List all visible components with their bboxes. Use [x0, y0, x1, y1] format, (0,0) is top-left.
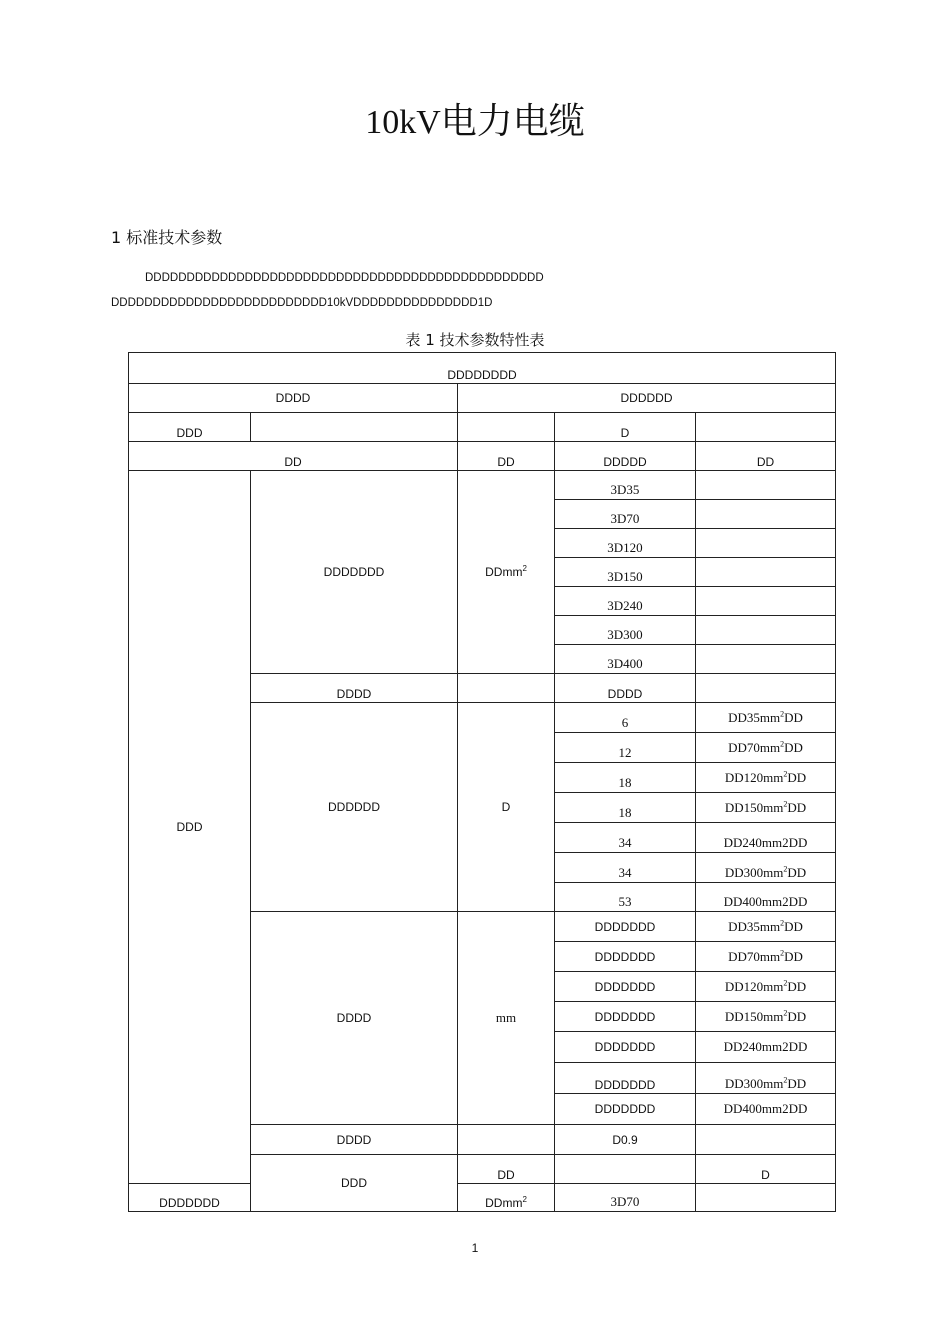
row-value: 3D70 — [555, 1184, 696, 1212]
diameter-note — [696, 1094, 836, 1125]
empty-cell — [458, 413, 555, 442]
table-row — [129, 442, 836, 471]
empty-cell — [696, 645, 836, 674]
note-text: DD400mm2DD — [723, 1101, 808, 1116]
cross-section-value: 3D150 — [555, 558, 696, 587]
strands-value: 53 — [555, 883, 696, 912]
column-header-bid: DD — [696, 442, 836, 471]
note-text: DD120mm — [724, 978, 784, 994]
diameter-note — [696, 1002, 836, 1032]
strands-note — [696, 763, 836, 793]
empty-cell — [696, 500, 836, 529]
intro-line-2: DDDDDDDDDDDDDDDDDDDDDDDDDD10kVDDDDDDDDDDDDDDD1D — [111, 297, 493, 309]
note-sup: 2 — [780, 948, 785, 958]
note-sup: 2 — [783, 769, 788, 779]
unit-text: DDmm — [485, 1196, 523, 1210]
empty-cell — [696, 471, 836, 500]
note-text: DD240mm2DD — [723, 835, 808, 850]
note-suffix: DD — [787, 978, 807, 994]
type-label: DDD — [129, 413, 251, 442]
strands-value: 18 — [555, 793, 696, 823]
strands-value: 12 — [555, 733, 696, 763]
diameter-label: DDDD — [251, 912, 458, 1125]
cross-section-value: 3D70 — [555, 500, 696, 529]
strands-value: 18 — [555, 763, 696, 793]
empty-cell — [458, 674, 555, 703]
diameter-note — [696, 942, 836, 972]
empty-cell — [696, 558, 836, 587]
diameter-note — [696, 972, 836, 1002]
note-sup: 2 — [783, 1008, 788, 1018]
spec-table — [128, 352, 836, 1212]
section-heading: 1 标准技术参数 — [111, 228, 223, 247]
note-suffix: DD — [784, 948, 803, 964]
cross-section-value: 3D300 — [555, 616, 696, 645]
cross-section-unit-text: DDmm — [485, 565, 523, 579]
block2-label: DDD — [251, 1155, 458, 1212]
strands-note — [696, 733, 836, 763]
note-suffix: DD — [784, 739, 803, 755]
diameter-value: DDDDDDD — [555, 1063, 696, 1094]
empty-cell — [696, 529, 836, 558]
row-label: DDDD — [251, 674, 458, 703]
strands-note — [696, 703, 836, 733]
strands-note — [696, 883, 836, 912]
row-label: DDDD — [251, 1125, 458, 1155]
diameter-unit: mm — [458, 912, 555, 1125]
note-suffix: DD — [787, 1008, 807, 1024]
note-text: DD400mm2DD — [723, 894, 808, 909]
diameter-value: DDDDDDD — [555, 1094, 696, 1125]
diameter-value: DDDDDDD — [555, 1002, 696, 1032]
unit-sup: 2 — [522, 1195, 527, 1204]
note-text: DD70mm — [728, 739, 781, 755]
note-suffix: DD — [787, 865, 807, 880]
empty-cell — [696, 1125, 836, 1155]
table-row — [129, 353, 836, 384]
note-sup: 2 — [783, 799, 788, 809]
row-label: DD — [458, 1155, 555, 1184]
table-caption: 表 1 技术参数特性表 — [405, 331, 545, 349]
row-label: DDDDDDD — [129, 1184, 251, 1212]
cross-section-value: 3D120 — [555, 529, 696, 558]
note-sup: 2 — [783, 1075, 788, 1085]
note-text: DD70mm — [728, 948, 781, 964]
note-text: DD240mm2DD — [723, 1039, 808, 1054]
strands-value: 34 — [555, 823, 696, 853]
block1-label: DDD — [129, 471, 251, 1184]
note-suffix: DD — [787, 799, 807, 815]
row-value: D — [696, 1155, 836, 1184]
note-sup: 2 — [780, 709, 785, 719]
cross-section-unit-sup: 2 — [522, 564, 527, 573]
row-value: D0.9 — [555, 1125, 696, 1155]
note-text: DD150mm — [724, 799, 784, 815]
table-row — [129, 384, 836, 413]
type-value: D — [555, 413, 696, 442]
column-header-item: DD — [129, 442, 458, 471]
diameter-note — [696, 1032, 836, 1063]
empty-cell — [696, 616, 836, 645]
diameter-value: DDDDDDD — [555, 942, 696, 972]
row-unit — [458, 1184, 555, 1212]
group-left-header: DDDD — [129, 384, 458, 413]
note-sup: 2 — [780, 918, 785, 928]
title-latin: 10kV — [365, 104, 441, 141]
diameter-value: DDDDDDD — [555, 912, 696, 942]
table-row — [129, 471, 836, 500]
note-suffix: DD — [787, 769, 807, 785]
note-text: DD300mm — [724, 1076, 784, 1091]
note-sup: 2 — [780, 739, 785, 749]
strands-value: 34 — [555, 853, 696, 883]
note-suffix: DD — [784, 918, 803, 934]
note-sup: 2 — [783, 978, 788, 988]
empty-cell — [251, 413, 458, 442]
diameter-value: DDDDDDD — [555, 1032, 696, 1063]
note-text: DD35mm — [728, 709, 781, 725]
strands-value: 6 — [555, 703, 696, 733]
group-right-header: DDDDDD — [458, 384, 836, 413]
note-text: DD150mm — [724, 1008, 784, 1024]
strands-unit: D — [458, 703, 555, 912]
empty-cell — [696, 413, 836, 442]
strands-note — [696, 823, 836, 853]
note-sup: 2 — [783, 864, 788, 874]
table-title-cell: DDDDDDDD — [129, 353, 836, 384]
diameter-value: DDDDDDD — [555, 972, 696, 1002]
column-header-standard: DDDDD — [555, 442, 696, 471]
strands-note — [696, 793, 836, 823]
empty-cell — [458, 1125, 555, 1155]
empty-cell — [696, 587, 836, 616]
title-cjk: 电力电缆 — [440, 101, 585, 142]
table-row — [129, 1184, 836, 1212]
page-title — [0, 98, 950, 147]
cross-section-value: 3D35 — [555, 471, 696, 500]
strands-note — [696, 853, 836, 883]
note-text: DD35mm — [728, 918, 781, 934]
diameter-note — [696, 912, 836, 942]
empty-cell — [555, 1155, 696, 1184]
page-number: 1 — [471, 1241, 479, 1255]
note-text: DD300mm — [724, 865, 784, 880]
table-row — [129, 413, 836, 442]
row-value: DDDD — [555, 674, 696, 703]
empty-cell — [696, 1184, 836, 1212]
intro-line-1: DDDDDDDDDDDDDDDDDDDDDDDDDDDDDDDDDDDDDDDDDDDDDDDD — [145, 272, 544, 284]
note-suffix: DD — [787, 1076, 807, 1091]
cross-section-label: DDDDDDD — [251, 471, 458, 674]
empty-cell — [696, 674, 836, 703]
cross-section-value: 3D400 — [555, 645, 696, 674]
note-suffix: DD — [784, 709, 803, 725]
note-text: DD120mm — [724, 769, 784, 785]
diameter-note — [696, 1063, 836, 1094]
cross-section-value: 3D240 — [555, 587, 696, 616]
cross-section-unit — [458, 471, 555, 674]
column-header-unit: DD — [458, 442, 555, 471]
strands-label: DDDDDD — [251, 703, 458, 912]
